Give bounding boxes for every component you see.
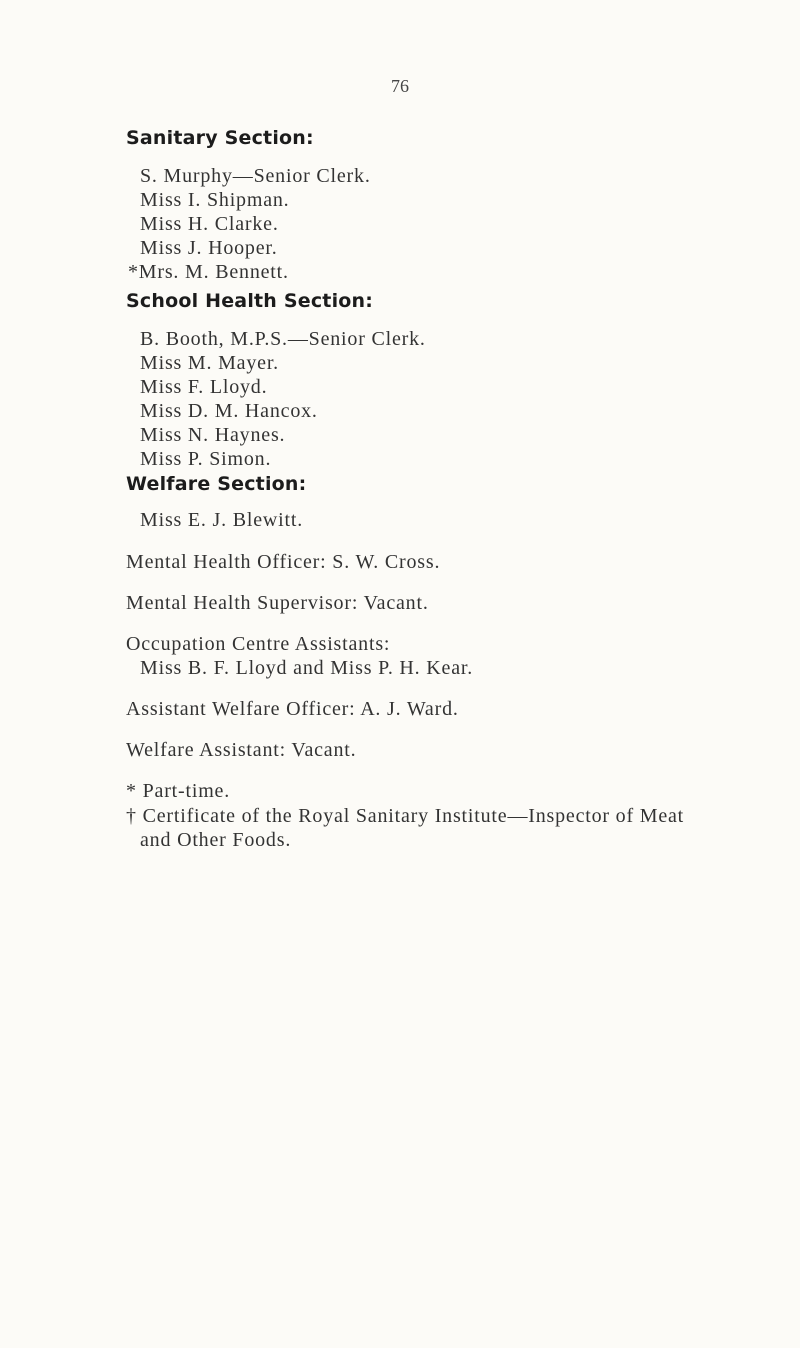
footnote-certificate: † Certificate of the Royal Sanitary Institute—Inspector of Meat [126, 805, 685, 827]
occupation-centre-staff: Miss B. F. Lloyd and Miss P. H. Kear. [140, 657, 474, 679]
sanitary-staff-line: Miss H. Clarke. [140, 213, 279, 235]
sanitary-staff-line: Miss J. Hooper. [140, 237, 278, 259]
school-health-staff-line: Miss P. Simon. [140, 448, 272, 470]
school-health-staff-line: Miss D. M. Hancox. [140, 400, 318, 422]
welfare-staff-line: Miss E. J. Blewitt. [140, 509, 303, 531]
sanitary-section-heading: Sanitary Section: [126, 127, 314, 149]
assistant-welfare-officer: Assistant Welfare Officer: A. J. Ward. [126, 698, 459, 720]
mental-health-supervisor: Mental Health Supervisor: Vacant. [126, 592, 429, 614]
page-number: 76 [391, 76, 409, 96]
welfare-section-heading: Welfare Section: [126, 473, 307, 495]
footnote-certificate-continued: and Other Foods. [140, 829, 292, 851]
school-health-staff-line: B. Booth, M.P.S.—Senior Clerk. [140, 328, 426, 350]
sanitary-staff-line: *Mrs. M. Bennett. [128, 261, 289, 283]
school-health-staff-line: Miss M. Mayer. [140, 352, 279, 374]
footnote-part-time: * Part-time. [126, 780, 231, 802]
occupation-centre-title: Occupation Centre Assistants: [126, 633, 391, 655]
welfare-assistant: Welfare Assistant: Vacant. [126, 739, 357, 761]
sanitary-staff-line: Miss I. Shipman. [140, 189, 290, 211]
sanitary-staff-line: S. Murphy—Senior Clerk. [140, 165, 371, 187]
school-health-section-heading: School Health Section: [126, 290, 374, 312]
school-health-staff-line: Miss N. Haynes. [140, 424, 286, 446]
school-health-staff-line: Miss F. Lloyd. [140, 376, 268, 398]
mental-health-officer: Mental Health Officer: S. W. Cross. [126, 551, 441, 573]
